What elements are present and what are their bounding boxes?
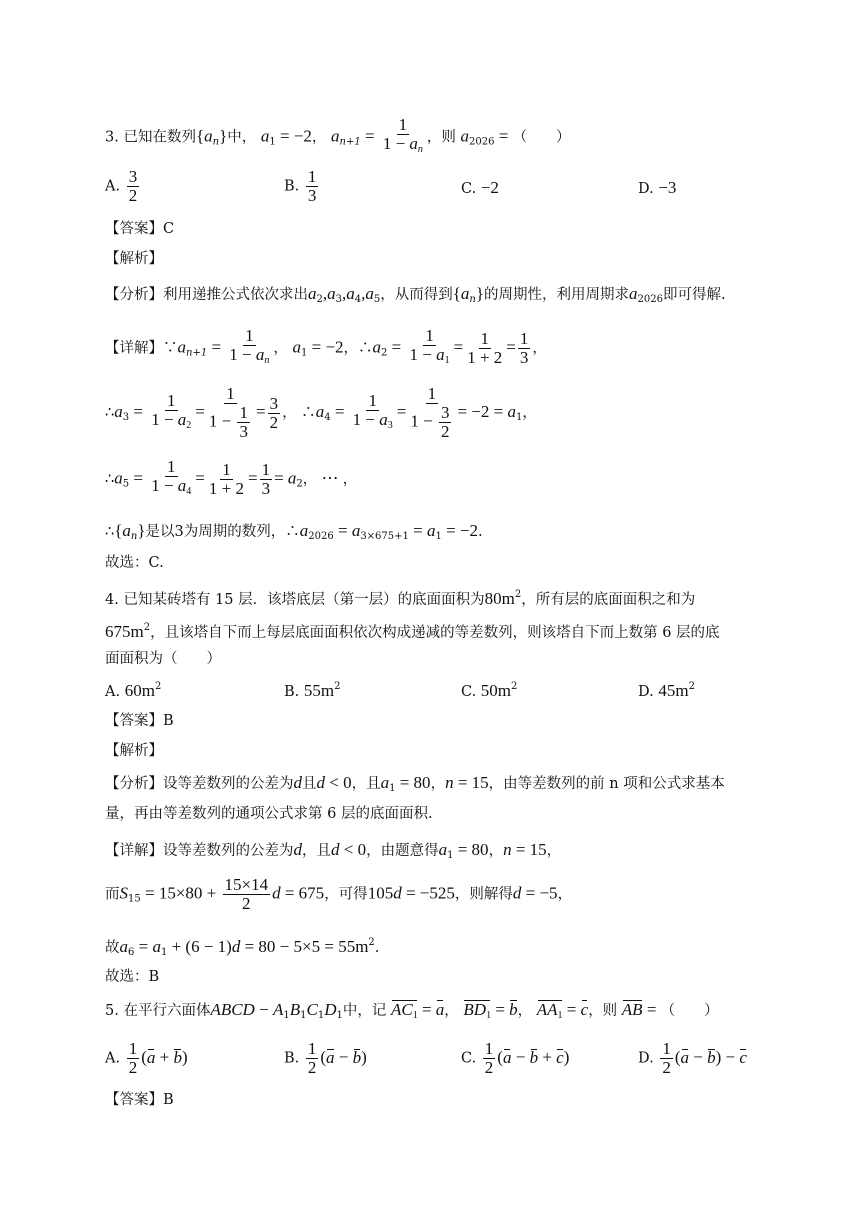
q3-answer: 【答案】C xyxy=(105,221,175,237)
q4-option-c: C. $50m^2$ xyxy=(461,681,518,700)
q5-stem: 5. 在平行六面体ABCD − $A_1B_1C_1D_1$中，记 $AC_1 = a$， $BD_1 = b$， $AA_1 = c$，则 AB = （ ） xyxy=(105,999,719,1027)
q4-option-d: D. $45m^2$ xyxy=(638,681,695,700)
q4-stem-line1: 4. 已知某砖塔有 15 层．该塔底层（第一层）的底面面积为$80m^2$，所有层的底面面积之和为 xyxy=(105,589,696,608)
q5-option-b: B. $\frac{1}{2}$ (a − b) xyxy=(284,1039,367,1077)
q4-stem-line3: 面面积为（ ） xyxy=(105,651,221,667)
q3-analysis-title: 【解析】 xyxy=(105,251,163,267)
q3-choice: 故选：C. xyxy=(105,555,164,571)
q4-analysis-title: 【解析】 xyxy=(105,743,163,759)
q3-fenxi: 【分析】利用递推公式依次求出$a_2,a_3,a_4,a_5$，从而得到$\{a_n\}$的周期性，利用周期求$a_{2026}$即可得解. xyxy=(105,284,726,305)
q4-fenxi-line1: 【分析】设等差数列的公差为d且d < 0，且$a_1 = 80$，n = 15，由等差数列的前 n 项和公式求基本 xyxy=(105,773,725,794)
q3-detail-line1: 【详解】$\because a_{n+1}$ = $\frac{1}{1 - a_n}$ ， $a_1 = -2$，$\therefore a_2$ = $\frac{1}{1 - a_1}$ = $\frac{1}{1 + 2}$ = $\frac{1}{3}$ ， xyxy=(105,326,547,367)
q5-option-d: D. $\frac{1}{2}$ (a − b) − c xyxy=(638,1039,747,1077)
q5-answer: 【答案】B xyxy=(105,1092,174,1108)
q4-stem-line2: $675m^2$，且该塔自下而上每层底面面积依次构成递减的等差数列，则该塔自下而上数第 6 层的底 xyxy=(105,622,720,641)
q4-detail-line2: 而$S_{15} = 15\times 80$ + $\frac{15\times 14}{2}$ d = 675，可得105d = −525，则解得d = −5， xyxy=(105,875,573,913)
q3-option-a: A. $\frac{3}{2}$ xyxy=(105,167,138,205)
q3-option-d: D. −3 xyxy=(638,178,677,197)
q3-option-c: C. −2 xyxy=(461,178,499,197)
q3-option-b: B. $\frac{1}{3}$ xyxy=(284,167,317,205)
q4-detail-line3: 故$a_6 = a_1 + (6 - 1)d = 80 - 5\times 5 = 55m^2$. xyxy=(105,937,380,958)
q4-choice: 故选：B xyxy=(105,969,160,985)
q4-option-b: B. $55m^2$ xyxy=(284,681,341,700)
q3-stem: 3. 已知在数列$\{a_n\}$中， $a_1 = -2$， $a_{n+1}$ = $\frac{1}{1 - a_n}$ ，则 $a_{2026}$ = （ ） xyxy=(105,115,571,155)
q4-detail-line1: 【详解】设等差数列的公差为d，且d < 0，由题意得$a_1 = 80$，n = 15， xyxy=(105,840,562,861)
q4-answer: 【答案】B xyxy=(105,713,174,729)
q3-detail-line4: $\therefore\{a_n\}$是以3为周期的数列，$\therefore a_{2026} = a_{3\times 675+1} = a_1 = -2$. xyxy=(105,521,483,542)
q5-option-a: A. $\frac{1}{2}$ (a + b) xyxy=(105,1039,188,1077)
q3-detail-line2: $\therefore a_3$ = $\frac{1}{1 - a_2}$ = 1 1 − $\frac{1}{3}$ = $\frac{3}{2}$ ， $\therefore a_4$ = $\frac{1}{1 - a_3}$ = 1 1 − $\frac{3}{2}$ = $-2 = a_1$， xyxy=(105,384,537,441)
q4-fenxi-line2: 量，再由等差数列的通项公式求第 6 层的底面面积. xyxy=(105,806,433,822)
q5-option-c: C. $\frac{1}{2}$ (a − b + c) xyxy=(461,1039,570,1077)
q3-detail-line3: $\therefore a_5$ = $\frac{1}{1 - a_4}$ = $\frac{1}{1 + 2}$ = $\frac{1}{3}$ = $a_2$， ⋯ ， xyxy=(105,457,358,498)
q4-option-a: A. $60m^2$ xyxy=(105,681,162,700)
